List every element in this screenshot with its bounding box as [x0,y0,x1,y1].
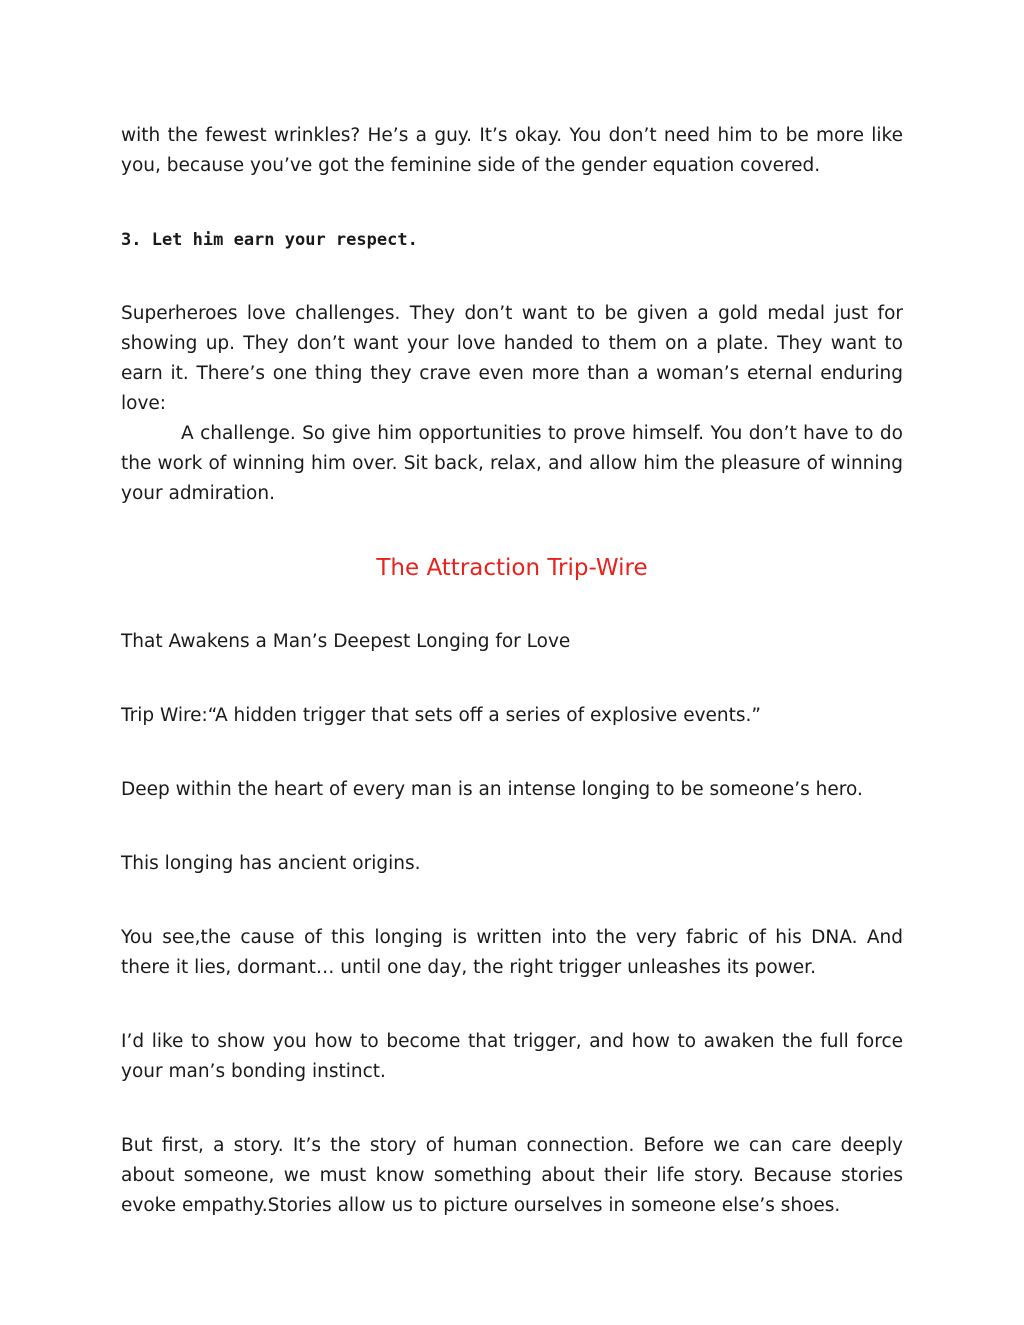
document-page [121,121,903,1221]
section-title: The Attraction Trip-Wire [376,555,648,581]
paragraph-hero-longing: Deep within the heart of every man is an intense longing to be someone’s hero. [121,779,863,800]
paragraph-continuation-line-1: with the fewest wrinkles? He’s a guy. It’s okay. You don’t need him to be more like [121,125,903,146]
section-subtitle: That Awakens a Man’s Deepest Longing for Love [121,631,571,652]
paragraph-superheroes-part-1: Superheroes love challenges. They don’t want to be given a gold medal just for showing up. They don’t want your love handed to them on a plate. They want to earn it. There’s one thing they crave even more than a woman’s eternal enduring love: [121,303,903,414]
paragraph-ancient-origins: This longing has ancient origins. [121,853,421,874]
trip-wire-definition: Trip Wire:“A hidden trigger that sets off a series of explosive events.” [121,705,761,726]
paragraph-continuation-line-2: you, because you’ve got the feminine side of the gender equation covered. [121,155,821,176]
paragraph-dna: You see,the cause of this longing is written into the very fabric of his DNA. And there it lies, dormant… until one day, the right trigger unleashes its power. [121,927,903,978]
paragraph-superheroes [121,299,903,509]
paragraph-story: But first, a story. It’s the story of human connection. Before we can care deeply about someone, we must know something about their life story. Because stories evoke empathy.Stories allow us to picture ourselves in someone else’s shoes. [121,1135,903,1216]
paragraph-superheroes-part-2: A challenge. So give him opportunities to prove himself. You don’t have to do the work of winning him over. Sit back, relax, and allow him the pleasure of winning your admiration. [121,423,903,504]
point-heading-3: 3. Let him earn your respect. [121,230,418,250]
paragraph-trigger: I’d like to show you how to become that trigger, and how to awaken the full force your man’s bonding instinct. [121,1031,903,1082]
paragraph-continuation [121,121,903,181]
